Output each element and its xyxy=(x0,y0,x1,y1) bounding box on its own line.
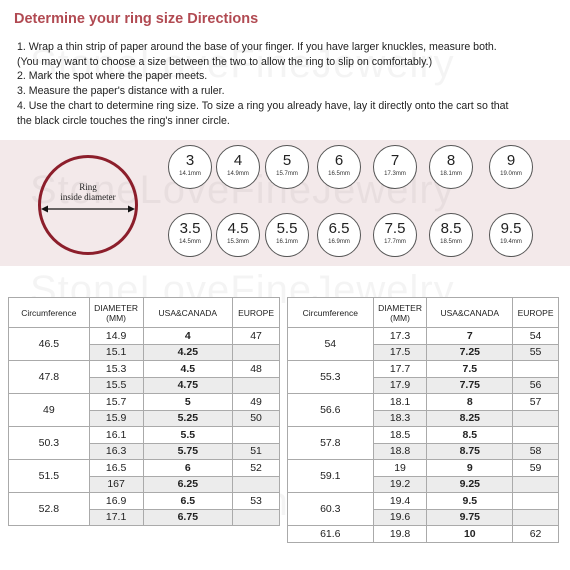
circumference-cell: 55.3 xyxy=(288,361,374,394)
circumference-cell: 52.8 xyxy=(9,493,90,526)
size-circle xyxy=(373,145,417,189)
europe-size-cell: 49 xyxy=(233,394,280,411)
size-label: 3 xyxy=(185,152,195,169)
diameter-label: 19.4mm xyxy=(500,239,522,245)
diameter-label: 14.5mm xyxy=(179,239,201,245)
europe-size-cell xyxy=(513,509,559,526)
circumference-cell: 60.3 xyxy=(288,493,374,526)
diameter-cell: 15.1 xyxy=(89,344,143,361)
diameter-cell: 17.9 xyxy=(373,377,427,394)
circumference-cell: 49 xyxy=(9,394,90,427)
circumference-cell: 56.6 xyxy=(288,394,374,427)
diameter-label: 17.3mm xyxy=(384,171,406,177)
diameter-label: 14.1mm xyxy=(179,171,201,177)
diameter-cell: 17.5 xyxy=(373,344,427,361)
table-row xyxy=(9,427,280,444)
europe-size-cell: 59 xyxy=(513,460,559,477)
us-size-cell: 7.75 xyxy=(427,377,513,394)
diameter-cell: 18.3 xyxy=(373,410,427,427)
diameter-cell: 16.9 xyxy=(89,493,143,510)
circumference-cell: 46.5 xyxy=(9,328,90,361)
size-circle xyxy=(216,145,260,189)
us-size-cell: 9 xyxy=(427,460,513,477)
diameter-cell: 17.3 xyxy=(373,328,427,345)
size-circle xyxy=(168,213,212,257)
table-row xyxy=(288,361,559,378)
us-size-cell: 4.25 xyxy=(143,344,233,361)
europe-size-cell: 56 xyxy=(513,377,559,394)
table-row xyxy=(288,526,559,543)
size-circle xyxy=(317,213,361,257)
us-size-cell: 6 xyxy=(143,460,233,477)
diameter-cell: 16.3 xyxy=(89,443,143,460)
diameter-cell: 19 xyxy=(373,460,427,477)
size-circle xyxy=(317,145,361,189)
table-row xyxy=(9,394,280,411)
circumference-cell: 57.8 xyxy=(288,427,374,460)
diameter-cell: 19.6 xyxy=(373,509,427,526)
europe-size-cell: 54 xyxy=(513,328,559,345)
us-size-cell: 5.75 xyxy=(143,443,233,460)
size-label: 4.5 xyxy=(227,220,249,237)
double-arrow-icon xyxy=(41,205,135,213)
size-circle xyxy=(216,213,260,257)
europe-size-cell xyxy=(513,476,559,493)
instruction-line: 2. Mark the spot where the paper meets. xyxy=(17,70,208,83)
diameter-cell: 14.9 xyxy=(89,328,143,345)
table-row xyxy=(9,493,280,510)
diameter-cell: 167 xyxy=(89,476,143,493)
size-label: 8 xyxy=(446,152,456,169)
size-label: 9.5 xyxy=(500,220,522,237)
us-size-cell: 4.75 xyxy=(143,377,233,394)
us-size-cell: 6.5 xyxy=(143,493,233,510)
diameter-label: 19.0mm xyxy=(500,171,522,177)
us-size-cell: 5.25 xyxy=(143,410,233,427)
diameter-label: 15.7mm xyxy=(276,171,298,177)
instruction-line: 4. Use the chart to determine ring size. To size a ring you already have, lay it directly onto the cart so that xyxy=(17,99,509,112)
size-label: 5 xyxy=(282,152,292,169)
us-size-cell: 8.5 xyxy=(427,427,513,444)
ring-label: inside diameter xyxy=(60,192,116,202)
size-table-left xyxy=(8,297,280,526)
table-row xyxy=(9,361,280,378)
column-header: USA&CANADA xyxy=(427,298,513,328)
size-circle xyxy=(265,213,309,257)
europe-size-cell: 50 xyxy=(233,410,280,427)
diameter-cell: 15.5 xyxy=(89,377,143,394)
circumference-cell: 51.5 xyxy=(9,460,90,493)
us-size-cell: 4 xyxy=(143,328,233,345)
table-row xyxy=(288,493,559,510)
size-circle xyxy=(373,213,417,257)
instruction-line: 3. Measure the paper's distance with a ruler. xyxy=(17,85,225,98)
diameter-label: 16.9mm xyxy=(328,239,350,245)
diameter-label: 16.1mm xyxy=(276,239,298,245)
diameter-cell: 16.5 xyxy=(89,460,143,477)
diameter-cell: 16.1 xyxy=(89,427,143,444)
column-header: Circumference xyxy=(9,298,90,328)
diameter-cell: 18.8 xyxy=(373,443,427,460)
diameter-cell: 18.1 xyxy=(373,394,427,411)
column-header: DIAMETER (MM) xyxy=(89,298,143,328)
column-header: EUROPE xyxy=(233,298,280,328)
size-label: 3.5 xyxy=(179,220,201,237)
size-circle xyxy=(429,145,473,189)
europe-size-cell xyxy=(233,344,280,361)
europe-size-cell: 62 xyxy=(513,526,559,543)
size-circle xyxy=(489,213,533,257)
table-row xyxy=(288,394,559,411)
us-size-cell: 4.5 xyxy=(143,361,233,378)
us-size-cell: 9.75 xyxy=(427,509,513,526)
column-header: Circumference xyxy=(288,298,374,328)
size-circle xyxy=(168,145,212,189)
column-header: EUROPE xyxy=(513,298,559,328)
diameter-cell: 18.5 xyxy=(373,427,427,444)
diameter-cell: 19.8 xyxy=(373,526,427,543)
size-label: 5.5 xyxy=(276,220,298,237)
us-size-cell: 5.5 xyxy=(143,427,233,444)
europe-size-cell: 51 xyxy=(233,443,280,460)
us-size-cell: 8.25 xyxy=(427,410,513,427)
circumference-cell: 54 xyxy=(288,328,374,361)
size-circle xyxy=(265,145,309,189)
europe-size-cell: 47 xyxy=(233,328,280,345)
table-row xyxy=(9,328,280,345)
ring-label: Ring xyxy=(79,182,97,192)
diameter-cell: 17.1 xyxy=(89,509,143,526)
size-label: 6.5 xyxy=(328,220,350,237)
diameter-cell: 15.3 xyxy=(89,361,143,378)
column-header: DIAMETER (MM) xyxy=(373,298,427,328)
table-row xyxy=(288,328,559,345)
diameter-cell: 19.2 xyxy=(373,476,427,493)
column-header: USA&CANADA xyxy=(143,298,233,328)
table-row xyxy=(288,460,559,477)
us-size-cell: 9.25 xyxy=(427,476,513,493)
europe-size-cell: 57 xyxy=(513,394,559,411)
europe-size-cell: 58 xyxy=(513,443,559,460)
watermark xyxy=(30,42,455,87)
us-size-cell: 7.25 xyxy=(427,344,513,361)
europe-size-cell xyxy=(513,493,559,510)
instruction-line: (You may want to choose a size between the two to allow the ring to slip on comfortably.) xyxy=(17,55,433,68)
us-size-cell: 9.5 xyxy=(427,493,513,510)
europe-size-cell xyxy=(233,427,280,444)
us-size-cell: 8 xyxy=(427,394,513,411)
circumference-cell: 47.8 xyxy=(9,361,90,394)
diameter-label: 14.9mm xyxy=(227,171,249,177)
us-size-cell: 7.5 xyxy=(427,361,513,378)
europe-size-cell xyxy=(233,476,280,493)
europe-size-cell xyxy=(513,427,559,444)
diameter-label: 15.3mm xyxy=(227,239,249,245)
europe-size-cell: 53 xyxy=(233,493,280,510)
diameter-cell: 17.7 xyxy=(373,361,427,378)
circumference-cell: 50.3 xyxy=(9,427,90,460)
size-label: 7 xyxy=(390,152,400,169)
us-size-cell: 8.75 xyxy=(427,443,513,460)
europe-size-cell xyxy=(513,361,559,378)
diameter-label: 18.1mm xyxy=(440,171,462,177)
europe-size-cell xyxy=(513,410,559,427)
instruction-line: 1. Wrap a thin strip of paper around the base of your finger. If you have larger knuckles, measure both. xyxy=(17,41,497,53)
diameter-label: 16.5mm xyxy=(328,171,350,177)
europe-size-cell: 52 xyxy=(233,460,280,477)
page-title: Determine your ring size Directions xyxy=(14,11,259,27)
diameter-label: 18.5mm xyxy=(440,239,462,245)
diameter-cell: 15.9 xyxy=(89,410,143,427)
europe-size-cell xyxy=(233,377,280,394)
diameter-cell: 15.7 xyxy=(89,394,143,411)
instruction-line: the black circle touches the ring's inner circle. xyxy=(17,114,230,127)
europe-size-cell: 48 xyxy=(233,361,280,378)
us-size-cell: 5 xyxy=(143,394,233,411)
us-size-cell: 6.25 xyxy=(143,476,233,493)
diameter-label: 17.7mm xyxy=(384,239,406,245)
europe-size-cell: 55 xyxy=(513,344,559,361)
size-label: 6 xyxy=(334,152,344,169)
size-label: 4 xyxy=(233,152,243,169)
us-size-cell: 10 xyxy=(427,526,513,543)
size-label: 8.5 xyxy=(440,220,462,237)
circumference-cell: 61.6 xyxy=(288,526,374,543)
size-label: 7.5 xyxy=(384,220,406,237)
circumference-cell: 59.1 xyxy=(288,460,374,493)
size-table-right xyxy=(287,297,559,543)
ring-diagram xyxy=(38,155,138,255)
us-size-cell: 7 xyxy=(427,328,513,345)
size-label: 9 xyxy=(506,152,516,169)
us-size-cell: 6.75 xyxy=(143,509,233,526)
diameter-cell: 19.4 xyxy=(373,493,427,510)
size-circle xyxy=(429,213,473,257)
table-row xyxy=(9,460,280,477)
table-row xyxy=(288,427,559,444)
europe-size-cell xyxy=(233,509,280,526)
size-circle xyxy=(489,145,533,189)
